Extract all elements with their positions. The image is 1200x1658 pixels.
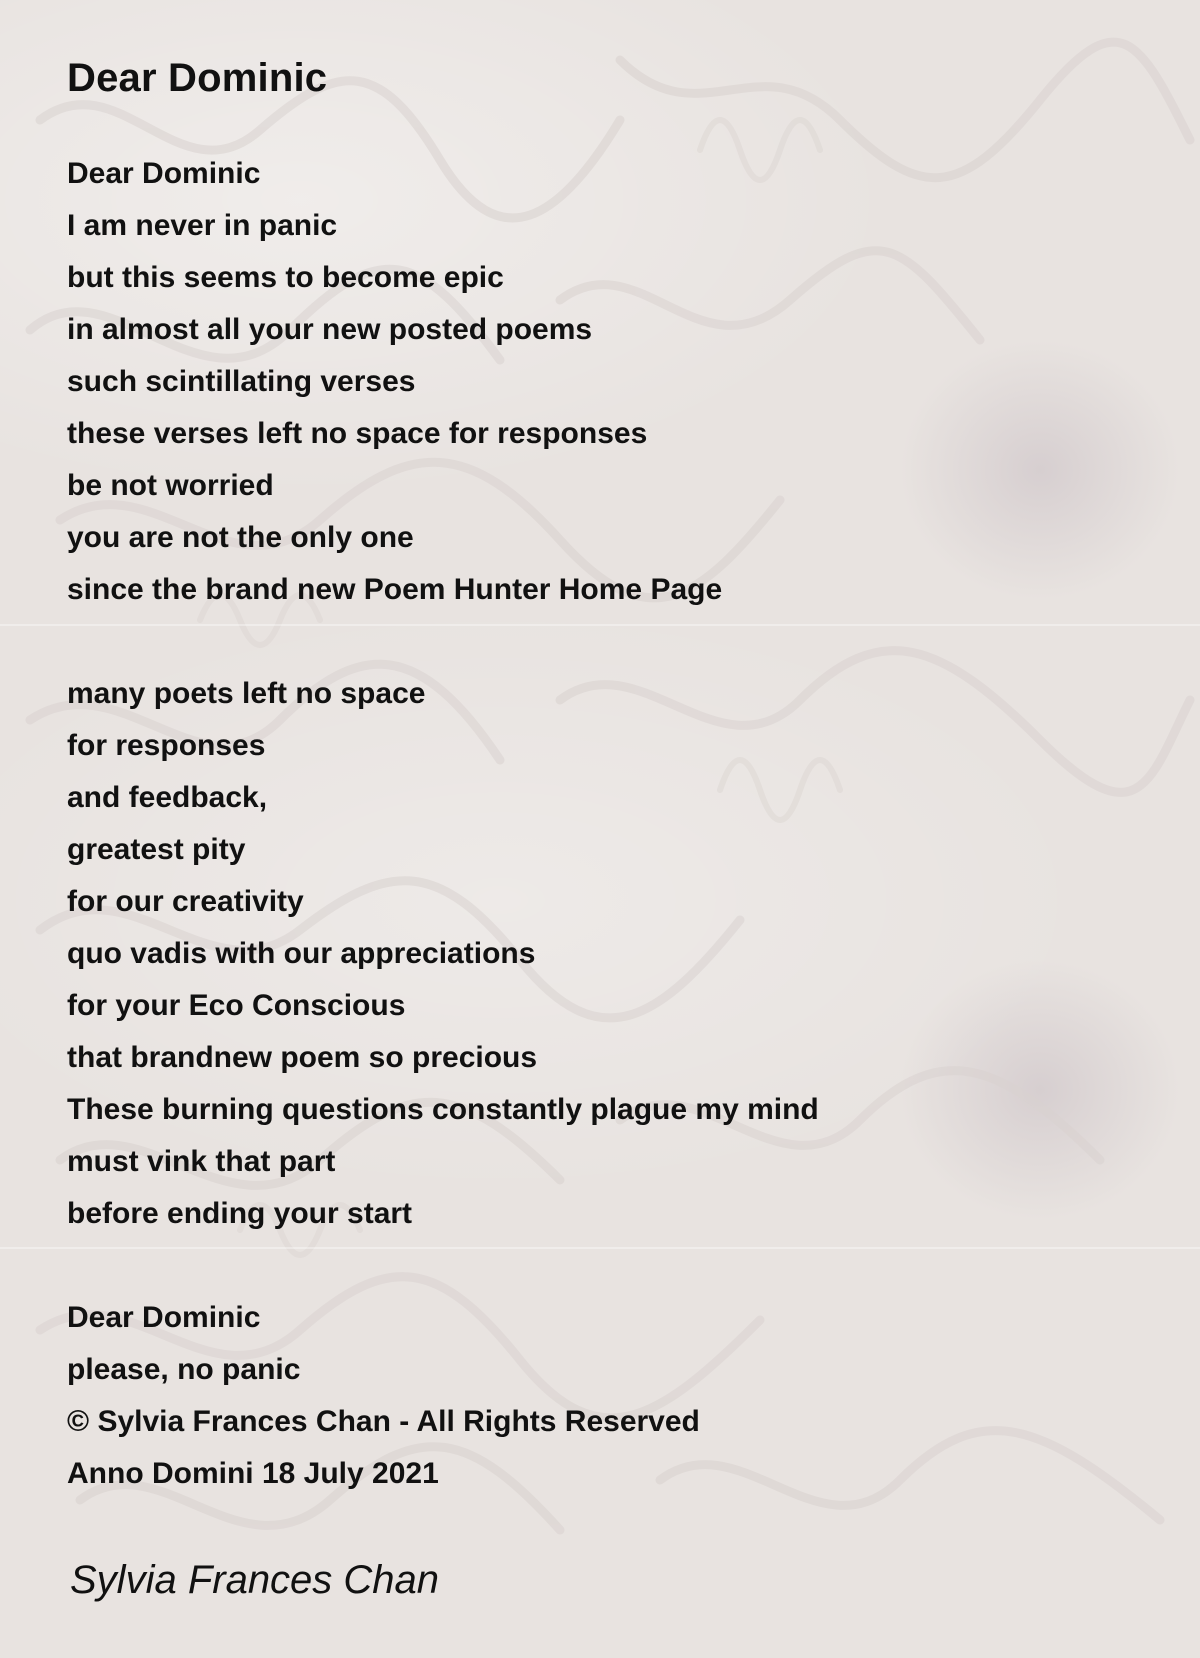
poem-line: must vink that part xyxy=(67,1145,336,1178)
poem-line: These burning questions constantly plague my mind xyxy=(67,1093,819,1126)
author-signature: Sylvia Frances Chan xyxy=(70,1558,440,1602)
poem-title: Dear Dominic xyxy=(67,56,328,100)
poem-line: for responses xyxy=(67,729,266,762)
poem-line: and feedback, xyxy=(67,781,268,814)
poem-line: Dear Dominic xyxy=(67,157,261,190)
poem-line: I am never in panic xyxy=(67,209,338,242)
poem-line: but this seems to become epic xyxy=(67,261,504,294)
poem-line: be not worried xyxy=(67,469,274,502)
poem-line: © Sylvia Frances Chan - All Rights Reserved xyxy=(67,1405,700,1438)
poem-body xyxy=(67,148,819,1500)
poem-line: many poets left no space xyxy=(67,677,426,710)
poem-line: for our creativity xyxy=(67,885,304,918)
poem-line: Anno Domini 18 July 2021 xyxy=(67,1457,439,1490)
poem-line: for your Eco Conscious xyxy=(67,989,406,1022)
poem-line: since the brand new Poem Hunter Home Page xyxy=(67,573,723,606)
poem-line: such scintillating verses xyxy=(67,365,416,398)
poem-line: that brandnew poem so precious xyxy=(67,1041,538,1074)
poem-line: these verses left no space for responses xyxy=(67,417,648,450)
poem-line: in almost all your new posted poems xyxy=(67,313,593,346)
poem-line: greatest pity xyxy=(67,833,246,866)
poem-line: quo vadis with our appreciations xyxy=(67,937,536,970)
poem-line: please, no panic xyxy=(67,1353,301,1386)
poem-line: Dear Dominic xyxy=(67,1301,261,1334)
stanza-break xyxy=(67,1240,819,1292)
poem-line: before ending your start xyxy=(67,1197,413,1230)
stanza-break xyxy=(67,616,819,668)
poem-line: you are not the only one xyxy=(67,521,414,554)
